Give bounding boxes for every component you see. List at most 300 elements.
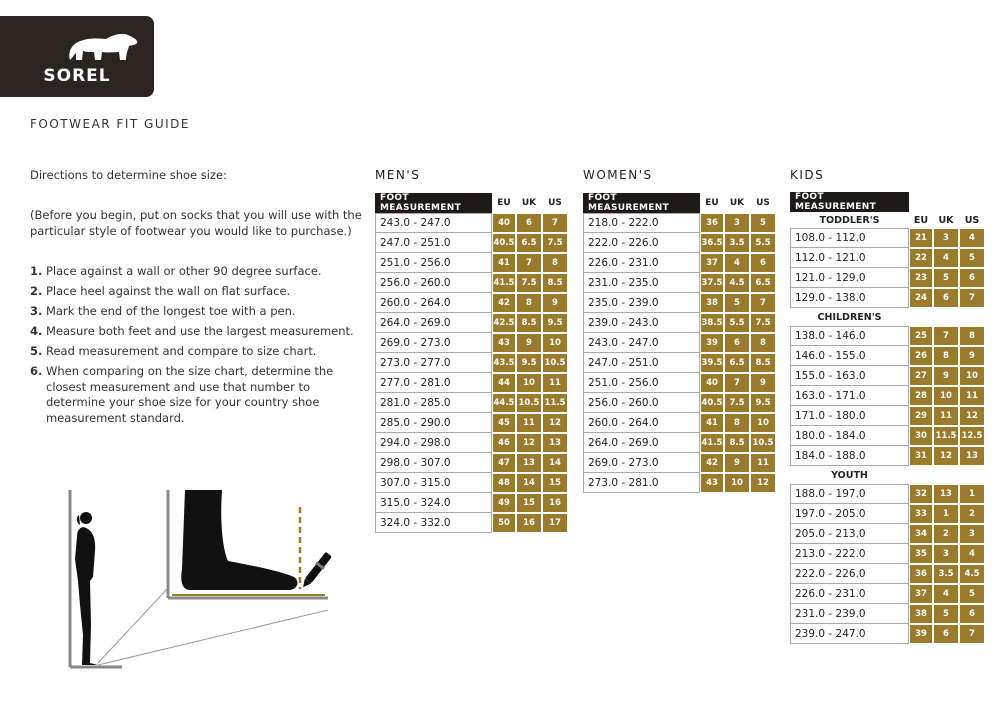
us-size-cell: 12	[542, 413, 568, 433]
foot-measurement-cell: 251.0 - 256.0	[583, 373, 700, 393]
us-size-cell: 9.5	[750, 393, 776, 413]
uk-size-cell: 6	[724, 333, 750, 353]
us-size-cell: 12	[750, 473, 776, 493]
step-text: Measure both feet and use the largest measurement.	[46, 324, 354, 338]
step-number: 4.	[30, 324, 43, 338]
eu-size-cell: 31	[909, 446, 933, 466]
us-size-cell: 17	[542, 513, 568, 533]
us-size-cell: 7	[959, 624, 985, 644]
table-row	[583, 433, 776, 453]
mens-size-table	[375, 193, 568, 533]
us-size-cell: 6	[959, 604, 985, 624]
table-row	[583, 413, 776, 433]
uk-size-cell: 2	[933, 524, 959, 544]
us-size-cell: 6	[959, 268, 985, 288]
table-row	[790, 504, 985, 524]
us-size-cell: 7.5	[750, 313, 776, 333]
eu-size-cell: 49	[492, 493, 516, 513]
us-size-cell: 7	[959, 288, 985, 308]
table-row	[375, 473, 568, 493]
uk-size-cell: 15	[516, 493, 542, 513]
us-size-cell: 2	[959, 504, 985, 524]
eu-size-cell: 43	[700, 473, 724, 493]
foot-measurement-cell: 163.0 - 171.0	[790, 386, 909, 406]
table-row	[790, 386, 985, 406]
foot-measurement-cell: 121.0 - 129.0	[790, 268, 909, 288]
step-text: Read measurement and compare to size chart.	[46, 344, 317, 358]
foot-measurement-header: FOOT MEASUREMENT	[790, 192, 909, 212]
uk-size-cell: 5	[724, 293, 750, 313]
eu-size-cell: 23	[909, 268, 933, 288]
eu-size-cell: 37	[700, 253, 724, 273]
table-row	[790, 366, 985, 386]
eu-size-cell: 38	[909, 604, 933, 624]
us-size-cell: 12.5	[959, 426, 985, 446]
eu-size-cell: 24	[909, 288, 933, 308]
directions-title: Directions to determine shoe size:	[30, 168, 227, 182]
us-size-cell: 6.5	[750, 273, 776, 293]
uk-size-cell: 11	[933, 406, 959, 426]
group-name: CHILDREN'S	[817, 311, 882, 323]
step-number: 5.	[30, 344, 43, 358]
uk-size-cell: 6	[933, 624, 959, 644]
us-header: US	[548, 198, 562, 208]
foot-measurement-header: FOOT MEASUREMENT	[375, 193, 492, 213]
eu-size-cell: 38.5	[700, 313, 724, 333]
table-row	[375, 233, 568, 253]
us-size-cell: 9.5	[542, 313, 568, 333]
sorel-logo	[0, 16, 154, 97]
table-row	[583, 313, 776, 333]
uk-size-cell: 6	[516, 213, 542, 233]
us-size-cell: 12	[959, 406, 985, 426]
womens-size-table	[583, 193, 776, 493]
foot-measurement-cell: 138.0 - 146.0	[790, 326, 909, 346]
uk-size-cell: 12	[516, 433, 542, 453]
measurement-illustration	[60, 485, 350, 675]
table-row	[790, 584, 985, 604]
eu-size-cell: 32	[909, 484, 933, 504]
table-row	[790, 346, 985, 366]
foot-measurement-cell: 247.0 - 251.0	[583, 353, 700, 373]
directions-intro: (Before you begin, put on socks that you will use with the particular style of footwear you would like to purchase.)	[30, 208, 362, 238]
us-size-cell: 16	[542, 493, 568, 513]
uk-size-cell: 7	[724, 373, 750, 393]
uk-size-cell: 6.5	[516, 233, 542, 253]
foot-measurement-cell: 247.0 - 251.0	[375, 233, 492, 253]
eu-size-cell: 39	[700, 333, 724, 353]
foot-measurement-cell: 213.0 - 222.0	[790, 544, 909, 564]
uk-header: UK	[938, 214, 954, 226]
us-size-cell: 1	[959, 484, 985, 504]
foot-measurement-cell: 205.0 - 213.0	[790, 524, 909, 544]
foot-measurement-cell: 260.0 - 264.0	[375, 293, 492, 313]
foot-measurement-cell: 226.0 - 231.0	[790, 584, 909, 604]
uk-size-cell: 11.5	[933, 426, 959, 446]
uk-header: UK	[729, 198, 745, 208]
us-size-cell: 10.5	[750, 433, 776, 453]
us-size-cell: 8	[750, 333, 776, 353]
table-row	[790, 406, 985, 426]
us-size-cell: 14	[542, 453, 568, 473]
us-size-cell: 8.5	[542, 273, 568, 293]
uk-size-cell: 12	[933, 446, 959, 466]
us-size-cell: 11	[750, 453, 776, 473]
step-text: Place heel against the wall on flat surface.	[46, 284, 291, 298]
eu-size-cell: 36	[700, 213, 724, 233]
uk-size-cell: 10	[724, 473, 750, 493]
eu-size-cell: 46	[492, 433, 516, 453]
eu-size-cell: 48	[492, 473, 516, 493]
uk-size-cell: 13	[516, 453, 542, 473]
us-size-cell: 7	[750, 293, 776, 313]
table-row	[790, 524, 985, 544]
eu-header: EU	[705, 198, 719, 208]
group-header-row	[790, 466, 985, 484]
us-size-cell: 5	[959, 584, 985, 604]
eu-header: EU	[497, 198, 511, 208]
foot-measurement-cell: 324.0 - 332.0	[375, 513, 492, 533]
us-size-cell: 5	[750, 213, 776, 233]
foot-measurement-cell: 239.0 - 243.0	[583, 313, 700, 333]
foot-measurement-cell: 251.0 - 256.0	[375, 253, 492, 273]
foot-measurement-cell: 273.0 - 281.0	[583, 473, 700, 493]
table-row	[790, 228, 985, 248]
table-row	[375, 313, 568, 333]
foot-measurement-cell: 239.0 - 247.0	[790, 624, 909, 644]
eu-size-cell: 39	[909, 624, 933, 644]
us-size-cell: 3	[959, 524, 985, 544]
table-row	[790, 446, 985, 466]
eu-size-cell: 45	[492, 413, 516, 433]
table-row	[375, 353, 568, 373]
eu-size-cell: 41	[492, 253, 516, 273]
us-size-cell: 7	[542, 213, 568, 233]
uk-size-cell: 4	[724, 253, 750, 273]
table-row	[790, 564, 985, 584]
eu-size-cell: 47	[492, 453, 516, 473]
foot-measurement-cell: 197.0 - 205.0	[790, 504, 909, 524]
us-size-cell: 13	[542, 433, 568, 453]
mens-title: MEN'S	[375, 168, 421, 182]
foot-measurement-cell: 243.0 - 247.0	[375, 213, 492, 233]
uk-size-cell: 14	[516, 473, 542, 493]
uk-size-cell: 5	[933, 268, 959, 288]
foot-measurement-cell: 269.0 - 273.0	[375, 333, 492, 353]
us-size-cell: 9	[542, 293, 568, 313]
foot-measurement-cell: 235.0 - 239.0	[583, 293, 700, 313]
uk-size-cell: 1	[933, 504, 959, 524]
step-text: Place against a wall or other 90 degree surface.	[46, 264, 322, 278]
uk-size-cell: 10	[516, 373, 542, 393]
uk-size-cell: 3.5	[933, 564, 959, 584]
uk-size-cell: 6.5	[724, 353, 750, 373]
foot-measurement-cell: 188.0 - 197.0	[790, 484, 909, 504]
table-row	[375, 413, 568, 433]
eu-size-cell: 36	[909, 564, 933, 584]
foot-measurement-cell: 264.0 - 269.0	[375, 313, 492, 333]
table-row	[583, 373, 776, 393]
table-row	[583, 393, 776, 413]
us-size-cell: 5	[959, 248, 985, 268]
uk-size-cell: 8	[724, 413, 750, 433]
foot-measurement-cell: 146.0 - 155.0	[790, 346, 909, 366]
us-size-cell: 5.5	[750, 233, 776, 253]
table-row	[583, 253, 776, 273]
eu-size-cell: 22	[909, 248, 933, 268]
eu-header: EU	[913, 214, 929, 226]
us-header: US	[964, 214, 980, 226]
eu-size-cell: 39.5	[700, 353, 724, 373]
eu-size-cell: 41	[700, 413, 724, 433]
table-row	[790, 604, 985, 624]
uk-size-cell: 7	[516, 253, 542, 273]
us-size-cell: 8.5	[750, 353, 776, 373]
us-size-cell: 10	[750, 413, 776, 433]
uk-size-cell: 13	[933, 484, 959, 504]
table-row	[790, 288, 985, 308]
eu-size-cell: 40.5	[700, 393, 724, 413]
group-header-row	[790, 308, 985, 326]
table-row	[375, 453, 568, 473]
foot-measurement-cell: 264.0 - 269.0	[583, 433, 700, 453]
uk-size-cell: 11	[516, 413, 542, 433]
eu-size-cell: 35	[909, 544, 933, 564]
eu-size-cell: 44	[492, 373, 516, 393]
uk-size-cell: 3	[933, 228, 959, 248]
uk-size-cell: 9	[724, 453, 750, 473]
table-row	[583, 473, 776, 493]
table-row	[375, 253, 568, 273]
uk-size-cell: 7.5	[724, 393, 750, 413]
foot-measurement-cell: 231.0 - 235.0	[583, 273, 700, 293]
eu-size-cell: 40.5	[492, 233, 516, 253]
us-size-cell: 6	[750, 253, 776, 273]
us-size-cell: 4	[959, 228, 985, 248]
foot-measurement-cell: 222.0 - 226.0	[583, 233, 700, 253]
foot-measurement-cell: 129.0 - 138.0	[790, 288, 909, 308]
uk-size-cell: 4	[933, 584, 959, 604]
uk-size-cell: 16	[516, 513, 542, 533]
pen-icon	[299, 551, 333, 590]
table-row	[790, 268, 985, 288]
foot-measurement-cell: 222.0 - 226.0	[790, 564, 909, 584]
foot-measurement-cell: 269.0 - 273.0	[583, 453, 700, 473]
uk-size-cell: 3	[933, 544, 959, 564]
eu-size-cell: 40	[492, 213, 516, 233]
table-row	[790, 484, 985, 504]
foot-measurement-cell: 226.0 - 231.0	[583, 253, 700, 273]
uk-size-cell: 7.5	[516, 273, 542, 293]
us-size-cell: 10	[542, 333, 568, 353]
uk-size-cell: 8.5	[724, 433, 750, 453]
uk-size-cell: 4.5	[724, 273, 750, 293]
table-row	[375, 433, 568, 453]
table-row	[375, 493, 568, 513]
steps-list	[30, 264, 370, 431]
spacer	[909, 308, 985, 326]
us-header: US	[756, 198, 770, 208]
eu-size-cell: 43	[492, 333, 516, 353]
foot-measurement-cell: 243.0 - 247.0	[583, 333, 700, 353]
foot-measurement-cell: 184.0 - 188.0	[790, 446, 909, 466]
step-item	[30, 364, 370, 426]
table-row	[790, 426, 985, 446]
foot-measurement-cell: 273.0 - 277.0	[375, 353, 492, 373]
foot-measurement-header: FOOT MEASUREMENT	[583, 193, 700, 213]
brand-name: SOREL	[43, 66, 111, 86]
eu-size-cell: 36.5	[700, 233, 724, 253]
step-text: Mark the end of the longest toe with a pen.	[46, 304, 296, 318]
us-size-cell: 7.5	[542, 233, 568, 253]
group-name: YOUTH	[831, 469, 868, 481]
table-row	[583, 353, 776, 373]
table-row	[790, 624, 985, 644]
us-size-cell: 15	[542, 473, 568, 493]
eu-size-cell: 30	[909, 426, 933, 446]
step-item	[30, 284, 370, 300]
kids-title: KIDS	[790, 168, 825, 182]
us-size-cell: 8	[542, 253, 568, 273]
foot-measurement-cell: 112.0 - 121.0	[790, 248, 909, 268]
step-item	[30, 264, 370, 280]
table-row	[790, 544, 985, 564]
eu-size-cell: 40	[700, 373, 724, 393]
us-size-cell: 11	[542, 373, 568, 393]
us-size-cell: 9	[750, 373, 776, 393]
uk-size-cell: 4	[933, 248, 959, 268]
step-item	[30, 324, 370, 340]
table-row	[583, 213, 776, 233]
eu-size-cell: 41.5	[492, 273, 516, 293]
table-row	[375, 213, 568, 233]
eu-size-cell: 38	[700, 293, 724, 313]
foot-measurement-cell: 285.0 - 290.0	[375, 413, 492, 433]
eu-size-cell: 42	[492, 293, 516, 313]
foot-measurement-cell: 108.0 - 112.0	[790, 228, 909, 248]
foot-measurement-cell: 294.0 - 298.0	[375, 433, 492, 453]
us-size-cell: 8	[959, 326, 985, 346]
step-text: When comparing on the size chart, determine the closest measurement and use that number to determine your shoe size for your country shoe measurement standard.	[46, 364, 334, 425]
foot-measurement-cell: 281.0 - 285.0	[375, 393, 492, 413]
foot-measurement-cell: 256.0 - 260.0	[375, 273, 492, 293]
step-number: 2.	[30, 284, 43, 298]
us-size-cell: 4	[959, 544, 985, 564]
uk-size-cell: 7	[933, 326, 959, 346]
table-row	[583, 453, 776, 473]
uk-size-cell: 8.5	[516, 313, 542, 333]
us-size-cell: 4.5	[959, 564, 985, 584]
uk-size-cell: 10	[933, 386, 959, 406]
foot-measurement-cell: 231.0 - 239.0	[790, 604, 909, 624]
uk-size-cell: 9.5	[516, 353, 542, 373]
foot-measurement-cell: 315.0 - 324.0	[375, 493, 492, 513]
table-row	[375, 333, 568, 353]
foot-measurement-cell: 260.0 - 264.0	[583, 413, 700, 433]
womens-title: WOMEN'S	[583, 168, 653, 182]
step-number: 6.	[30, 364, 43, 378]
person-standing-icon	[70, 490, 122, 667]
uk-size-cell: 3	[724, 213, 750, 233]
uk-size-cell: 9	[933, 366, 959, 386]
uk-size-cell: 8	[933, 346, 959, 366]
foot-measure-icon	[168, 490, 328, 598]
table-row	[790, 248, 985, 268]
eu-size-cell: 28	[909, 386, 933, 406]
uk-size-cell: 3.5	[724, 233, 750, 253]
uk-size-cell: 10.5	[516, 393, 542, 413]
eu-size-cell: 43.5	[492, 353, 516, 373]
eu-size-cell: 50	[492, 513, 516, 533]
uk-size-cell: 5	[933, 604, 959, 624]
table-row	[375, 513, 568, 533]
foot-measurement-cell: 180.0 - 184.0	[790, 426, 909, 446]
table-row	[583, 293, 776, 313]
kids-size-table	[790, 192, 985, 644]
eu-size-cell: 26	[909, 346, 933, 366]
step-number: 1.	[30, 264, 43, 278]
step-item	[30, 344, 370, 360]
foot-measurement-cell: 256.0 - 260.0	[583, 393, 700, 413]
uk-size-cell: 9	[516, 333, 542, 353]
us-size-cell: 10	[959, 366, 985, 386]
eu-size-cell: 29	[909, 406, 933, 426]
table-row	[375, 393, 568, 413]
table-row	[375, 373, 568, 393]
uk-size-cell: 6	[933, 288, 959, 308]
table-row	[375, 293, 568, 313]
eu-size-cell: 33	[909, 504, 933, 524]
eu-size-cell: 34	[909, 524, 933, 544]
foot-measurement-cell: 277.0 - 281.0	[375, 373, 492, 393]
eu-size-cell: 27	[909, 366, 933, 386]
eu-size-cell: 37	[909, 584, 933, 604]
eu-size-cell: 44.5	[492, 393, 516, 413]
group-header-row	[790, 212, 985, 228]
eu-size-cell: 21	[909, 228, 933, 248]
foot-measurement-cell: 171.0 - 180.0	[790, 406, 909, 426]
spacer	[909, 466, 985, 484]
eu-size-cell: 41.5	[700, 433, 724, 453]
table-row	[790, 326, 985, 346]
uk-size-cell: 8	[516, 293, 542, 313]
uk-header: UK	[521, 198, 537, 208]
table-row	[375, 273, 568, 293]
group-name: TODDLER'S	[819, 214, 880, 226]
page-title: FOOTWEAR FIT GUIDE	[30, 117, 190, 131]
foot-measurement-cell: 155.0 - 163.0	[790, 366, 909, 386]
foot-measurement-cell: 218.0 - 222.0	[583, 213, 700, 233]
eu-size-cell: 37.5	[700, 273, 724, 293]
foot-measurement-cell: 298.0 - 307.0	[375, 453, 492, 473]
table-row	[583, 273, 776, 293]
foot-measurement-cell: 307.0 - 315.0	[375, 473, 492, 493]
step-item	[30, 304, 370, 320]
eu-size-cell: 42.5	[492, 313, 516, 333]
us-size-cell: 13	[959, 446, 985, 466]
polar-bear-logo-icon	[66, 30, 140, 64]
eu-size-cell: 42	[700, 453, 724, 473]
us-size-cell: 9	[959, 346, 985, 366]
table-row	[583, 333, 776, 353]
us-size-cell: 11	[959, 386, 985, 406]
uk-size-cell: 5.5	[724, 313, 750, 333]
table-row	[583, 233, 776, 253]
eu-size-cell: 25	[909, 326, 933, 346]
step-number: 3.	[30, 304, 43, 318]
us-size-cell: 11.5	[542, 393, 568, 413]
us-size-cell: 10.5	[542, 353, 568, 373]
